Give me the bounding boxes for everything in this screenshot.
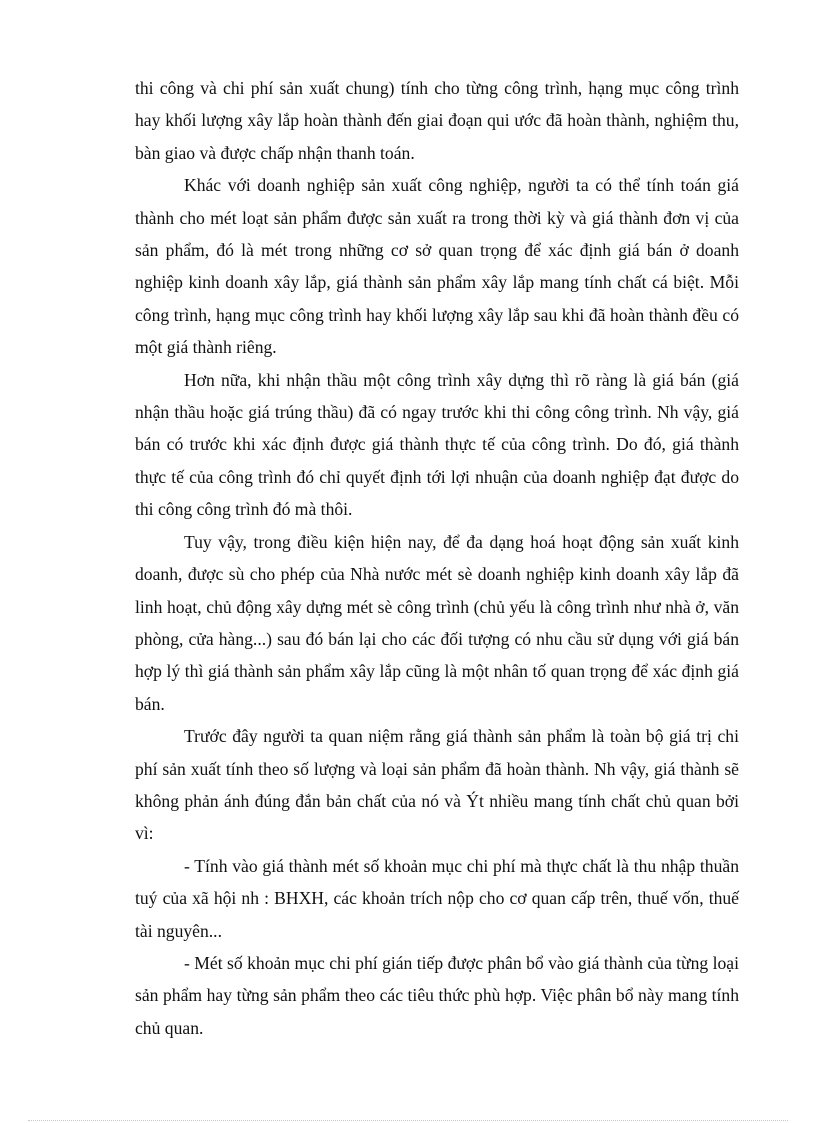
- body-text: [135, 72, 739, 1044]
- paragraph-1: thi công và chi phí sản xuất chung) tính cho từng công trình, hạng mục công trình hay khối lượng xây lắp hoàn thành đến giai đoạn qui ước đã hoàn thành, nghiệm thu, bàn giao và được chấp nhận thanh toán.: [135, 78, 739, 163]
- paragraph-2: Khác với doanh nghiệp sản xuất công nghiệp, người ta có thể tính toán giá thành cho mét loạt sản phẩm được sản xuất ra trong thời kỳ và giá thành đơn vị của sản phẩm, đó là mét trong những cơ sở quan trọng để xác định giá bán ở doanh nghiệp kinh doanh xây lắp, giá thành sản phẩm xây lắp mang tính chất cá biệt. Mỗi công trình, hạng mục công trình hay khối lượng xây lắp sau khi đã hoàn thành đều có một giá thành riêng.: [135, 175, 739, 358]
- footer-divider: [28, 1120, 788, 1121]
- paragraph-3: Hơn nữa, khi nhận thầu một công trình xây dựng thì rõ ràng là giá bán (giá nhận thầu hoặc giá trúng thầu) đã có ngay trước khi thi công công trình. Nh vậy, giá bán có trước khi xác định được giá thành thực tế của công trình. Do đó, giá thành thực tế của công trình đó chỉ quyết định tới lợi nhuận của doanh nghiệp đạt được do thi công công trình đó mà thôi.: [135, 369, 739, 520]
- list-item-1: - Tính vào giá thành mét số khoản mục chi phí mà thực chất là thu nhập thuần tuý của xã hội nh : BHXH, các khoản trích nộp cho cơ quan cấp trên, thuế vốn, thuế tài nguyên...: [135, 855, 739, 941]
- list-item-2: - Mét số khoản mục chi phí gián tiếp được phân bổ vào giá thành của từng loại sản phẩm hay từng sản phẩm theo các tiêu thức phù hợp. Việc phân bổ này mang tính chủ quan.: [135, 952, 739, 1038]
- paragraph-5: Trước đây người ta quan niệm rằng giá thành sản phẩm là toàn bộ giá trị chi phí sản xuất tính theo số lượng và loại sản phẩm đã hoàn thành. Nh vậy, giá thành sẽ không phản ánh đúng đắn bản chất của nó và Ýt nhiều mang tính chất chủ quan bởi vì:: [135, 726, 739, 844]
- paragraph-4: Tuy vậy, trong điều kiện hiện nay, để đa dạng hoá hoạt động sản xuất kinh doanh, được sù cho phép của Nhà nước mét sè doanh nghiệp kinh doanh xây lắp đã linh hoạt, chủ động xây dựng mét sè công trình (chủ yếu là công trình như nhà ở, văn phòng, cửa hàng...) sau đó bán lại cho các đối tượng có nhu cầu sử dụng với giá bán hợp lý thì giá thành sản phẩm xây lắp cũng là một nhân tố quan trọng để xác định giá bán.: [135, 531, 739, 714]
